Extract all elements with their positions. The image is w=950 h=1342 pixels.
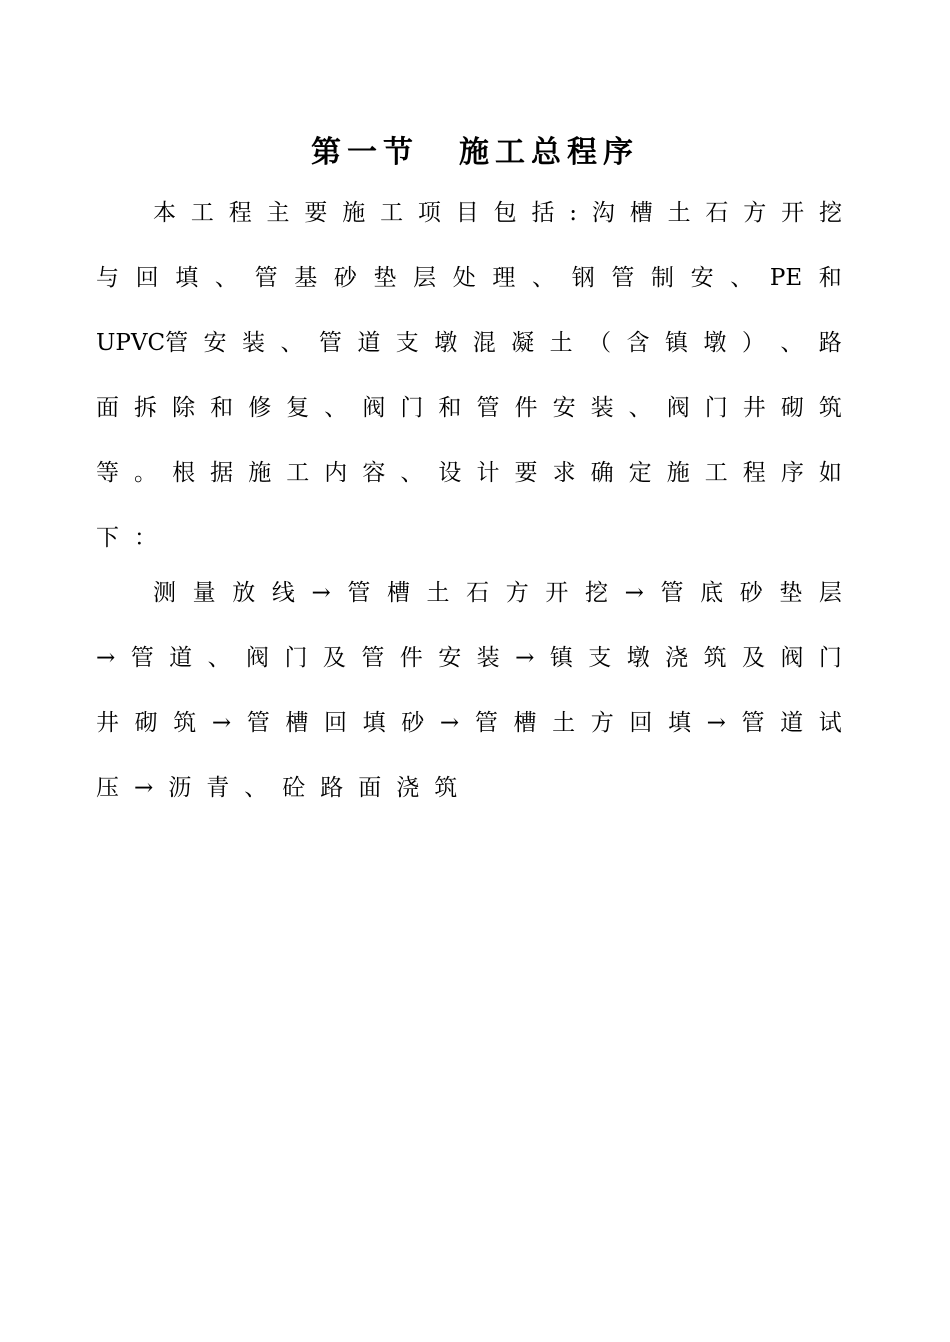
text-token: 件 bbox=[514, 395, 538, 421]
text-token: → bbox=[706, 710, 726, 736]
text-token: → bbox=[96, 645, 116, 671]
text-token: 量 bbox=[192, 580, 216, 606]
text-token: 槽 bbox=[386, 580, 410, 606]
text-token: ） bbox=[741, 330, 765, 356]
text-token: 填 bbox=[667, 710, 691, 736]
text-token: 土 bbox=[549, 330, 573, 356]
text-token: 测 bbox=[153, 580, 176, 606]
text-token: 砂 bbox=[739, 580, 763, 606]
text-token: 修 bbox=[248, 395, 272, 421]
text-token: 、 bbox=[400, 460, 424, 486]
text-token: 管 bbox=[246, 710, 270, 736]
text-token: → bbox=[311, 580, 331, 606]
text-token: 复 bbox=[286, 395, 310, 421]
text-token: 道 bbox=[780, 710, 804, 736]
text-token: 试 bbox=[818, 710, 842, 736]
text-token: 装 bbox=[590, 395, 614, 421]
text-token: 管 bbox=[318, 330, 342, 356]
text-token: 路 bbox=[320, 775, 344, 801]
text-token: 本 bbox=[153, 200, 176, 226]
text-token: 基 bbox=[294, 265, 318, 291]
text-token: 放 bbox=[232, 580, 256, 606]
text-token: 件 bbox=[399, 645, 423, 671]
text-token: 管 bbox=[347, 580, 371, 606]
section-heading: 施工总程序 bbox=[459, 135, 639, 170]
text-token: 、 bbox=[244, 775, 268, 801]
text-token: 方 bbox=[743, 200, 767, 226]
text-token: 下 bbox=[96, 525, 119, 551]
text-token: 容 bbox=[362, 460, 386, 486]
text-token: → bbox=[515, 645, 535, 671]
text-token: 门 bbox=[818, 645, 842, 671]
text-token: 、 bbox=[280, 330, 304, 356]
text-token: 青 bbox=[206, 775, 230, 801]
text-token: 工 bbox=[190, 200, 214, 226]
text-token: 要 bbox=[514, 460, 538, 486]
text-token: → bbox=[439, 710, 460, 736]
text-token: 线 bbox=[271, 580, 295, 606]
text-token: 筑 bbox=[703, 645, 727, 671]
text-line bbox=[96, 703, 842, 743]
text-token: 根 bbox=[172, 460, 196, 486]
text-token: 工 bbox=[380, 200, 404, 226]
text-token: 管 bbox=[611, 265, 635, 291]
text-token: 镇 bbox=[664, 330, 688, 356]
text-token: 土 bbox=[426, 580, 450, 606]
text-line bbox=[153, 573, 842, 613]
text-token: 阀 bbox=[362, 395, 386, 421]
text-line bbox=[96, 388, 842, 428]
text-token: 、 bbox=[780, 330, 804, 356]
text-token: 施 bbox=[666, 460, 690, 486]
text-token: 填 bbox=[175, 265, 199, 291]
text-token: 浇 bbox=[665, 645, 689, 671]
text-token: 安 bbox=[438, 645, 462, 671]
text-token: 土 bbox=[552, 710, 576, 736]
text-token: 含 bbox=[626, 330, 650, 356]
text-token: 序 bbox=[780, 460, 804, 486]
text-token: 层 bbox=[818, 580, 842, 606]
text-line bbox=[96, 518, 842, 558]
text-token: 施 bbox=[248, 460, 272, 486]
text-token: 阀 bbox=[246, 645, 270, 671]
text-token: 层 bbox=[413, 265, 437, 291]
text-token: 括 bbox=[531, 200, 555, 226]
text-token: 砂 bbox=[401, 710, 425, 736]
text-token: PE bbox=[769, 265, 803, 291]
text-token: 管 bbox=[361, 645, 385, 671]
text-token: 。 bbox=[134, 460, 158, 486]
text-token: 钢 bbox=[571, 265, 595, 291]
text-token: 开 bbox=[781, 200, 805, 226]
text-token: 管 bbox=[254, 265, 278, 291]
text-token: 混 bbox=[472, 330, 496, 356]
text-token: 包 bbox=[493, 200, 517, 226]
text-token: 垫 bbox=[373, 265, 397, 291]
text-token: 筑 bbox=[434, 775, 458, 801]
text-token: 槽 bbox=[285, 710, 309, 736]
text-token: 井 bbox=[742, 395, 766, 421]
text-token: 砌 bbox=[134, 710, 158, 736]
section-number: 第一节 bbox=[311, 135, 419, 170]
text-token: 、 bbox=[730, 265, 754, 291]
text-token: 、 bbox=[532, 265, 556, 291]
text-token: 及 bbox=[322, 645, 346, 671]
text-token: 、 bbox=[207, 645, 231, 671]
text-token: 工 bbox=[704, 460, 728, 486]
text-token: 要 bbox=[304, 200, 328, 226]
text-token: 道 bbox=[357, 330, 381, 356]
text-token: 挖 bbox=[584, 580, 608, 606]
text-token: 面 bbox=[358, 775, 382, 801]
text-token: UPVC管 bbox=[96, 330, 189, 356]
text-token: 如 bbox=[818, 460, 842, 486]
text-token: 回 bbox=[135, 265, 159, 291]
text-token: 支 bbox=[588, 645, 612, 671]
text-token: : bbox=[569, 200, 578, 226]
text-token: 程 bbox=[228, 200, 252, 226]
text-token: 沥 bbox=[168, 775, 192, 801]
text-token: 项 bbox=[417, 200, 441, 226]
text-token: 确 bbox=[590, 460, 614, 486]
text-token: 挖 bbox=[818, 200, 842, 226]
text-token: 和 bbox=[438, 395, 462, 421]
text-token: 道 bbox=[169, 645, 193, 671]
text-token: 石 bbox=[466, 580, 490, 606]
text-token: 门 bbox=[284, 645, 308, 671]
text-token: 设 bbox=[438, 460, 462, 486]
text-token: → bbox=[211, 710, 232, 736]
text-token: 方 bbox=[505, 580, 529, 606]
text-token: 凝 bbox=[511, 330, 535, 356]
text-token: 装 bbox=[476, 645, 500, 671]
text-token: 与 bbox=[96, 265, 119, 291]
text-token: 填 bbox=[362, 710, 386, 736]
text-token: 装 bbox=[241, 330, 265, 356]
text-line bbox=[96, 638, 842, 678]
text-token: 筑 bbox=[173, 710, 197, 736]
text-token: 井 bbox=[96, 710, 119, 736]
text-token: 处 bbox=[452, 265, 476, 291]
text-token: 内 bbox=[324, 460, 348, 486]
text-token: 据 bbox=[210, 460, 234, 486]
text-line bbox=[153, 193, 842, 233]
text-token: 工 bbox=[286, 460, 310, 486]
text-token: → bbox=[134, 775, 154, 801]
text-token: 计 bbox=[476, 460, 500, 486]
text-token: 管 bbox=[741, 710, 765, 736]
text-token: 支 bbox=[395, 330, 419, 356]
text-token: 槽 bbox=[629, 200, 653, 226]
text-token: 回 bbox=[629, 710, 653, 736]
text-token: 开 bbox=[545, 580, 569, 606]
text-token: 管 bbox=[130, 645, 154, 671]
text-token: 垫 bbox=[779, 580, 803, 606]
text-token: 安 bbox=[552, 395, 576, 421]
text-token: 压 bbox=[96, 775, 119, 801]
text-token: 、 bbox=[324, 395, 348, 421]
text-token: 路 bbox=[818, 330, 842, 356]
text-token: 理 bbox=[492, 265, 516, 291]
text-token: 管 bbox=[474, 710, 498, 736]
text-token: 门 bbox=[400, 395, 424, 421]
text-token: 定 bbox=[628, 460, 652, 486]
text-token: 墩 bbox=[626, 645, 650, 671]
text-line bbox=[96, 323, 842, 363]
text-token: 阀 bbox=[666, 395, 690, 421]
text-token: 除 bbox=[172, 395, 196, 421]
text-token: → bbox=[624, 580, 644, 606]
text-token: 镇 bbox=[549, 645, 573, 671]
text-token: 主 bbox=[266, 200, 290, 226]
text-token: 砌 bbox=[780, 395, 804, 421]
text-token: 槽 bbox=[513, 710, 537, 736]
text-token: 及 bbox=[742, 645, 765, 671]
text-token: 求 bbox=[552, 460, 576, 486]
text-token: 浇 bbox=[396, 775, 420, 801]
text-token: 、 bbox=[214, 265, 238, 291]
text-token: 阀 bbox=[780, 645, 804, 671]
text-token: 等 bbox=[96, 460, 119, 486]
text-token: 墩 bbox=[434, 330, 458, 356]
text-token: 管 bbox=[476, 395, 500, 421]
text-token: 目 bbox=[455, 200, 479, 226]
text-token: 制 bbox=[650, 265, 674, 291]
text-line bbox=[96, 453, 842, 493]
text-token: 和 bbox=[818, 265, 842, 291]
text-token: 方 bbox=[590, 710, 614, 736]
text-token: 回 bbox=[324, 710, 348, 736]
text-token: 底 bbox=[700, 580, 724, 606]
text-token: 、 bbox=[628, 395, 652, 421]
text-token: 面 bbox=[96, 395, 119, 421]
text-token: 门 bbox=[704, 395, 728, 421]
text-line bbox=[96, 768, 842, 808]
text-token: 砼 bbox=[282, 775, 306, 801]
text-token: 拆 bbox=[134, 395, 158, 421]
text-token: （ bbox=[588, 330, 612, 356]
text-token: 安 bbox=[690, 265, 714, 291]
text-token: 石 bbox=[705, 200, 729, 226]
text-token: 施 bbox=[342, 200, 366, 226]
text-token: 砂 bbox=[333, 265, 357, 291]
text-token: 土 bbox=[667, 200, 691, 226]
text-token: 程 bbox=[742, 460, 766, 486]
text-token: 筑 bbox=[818, 395, 842, 421]
text-line bbox=[96, 258, 842, 298]
text-token: 沟 bbox=[591, 200, 615, 226]
section-title bbox=[0, 130, 950, 176]
text-token: 管 bbox=[660, 580, 684, 606]
text-token: ： bbox=[134, 525, 157, 551]
text-token: 和 bbox=[210, 395, 234, 421]
text-token: 安 bbox=[203, 330, 227, 356]
text-token: 墩 bbox=[703, 330, 727, 356]
